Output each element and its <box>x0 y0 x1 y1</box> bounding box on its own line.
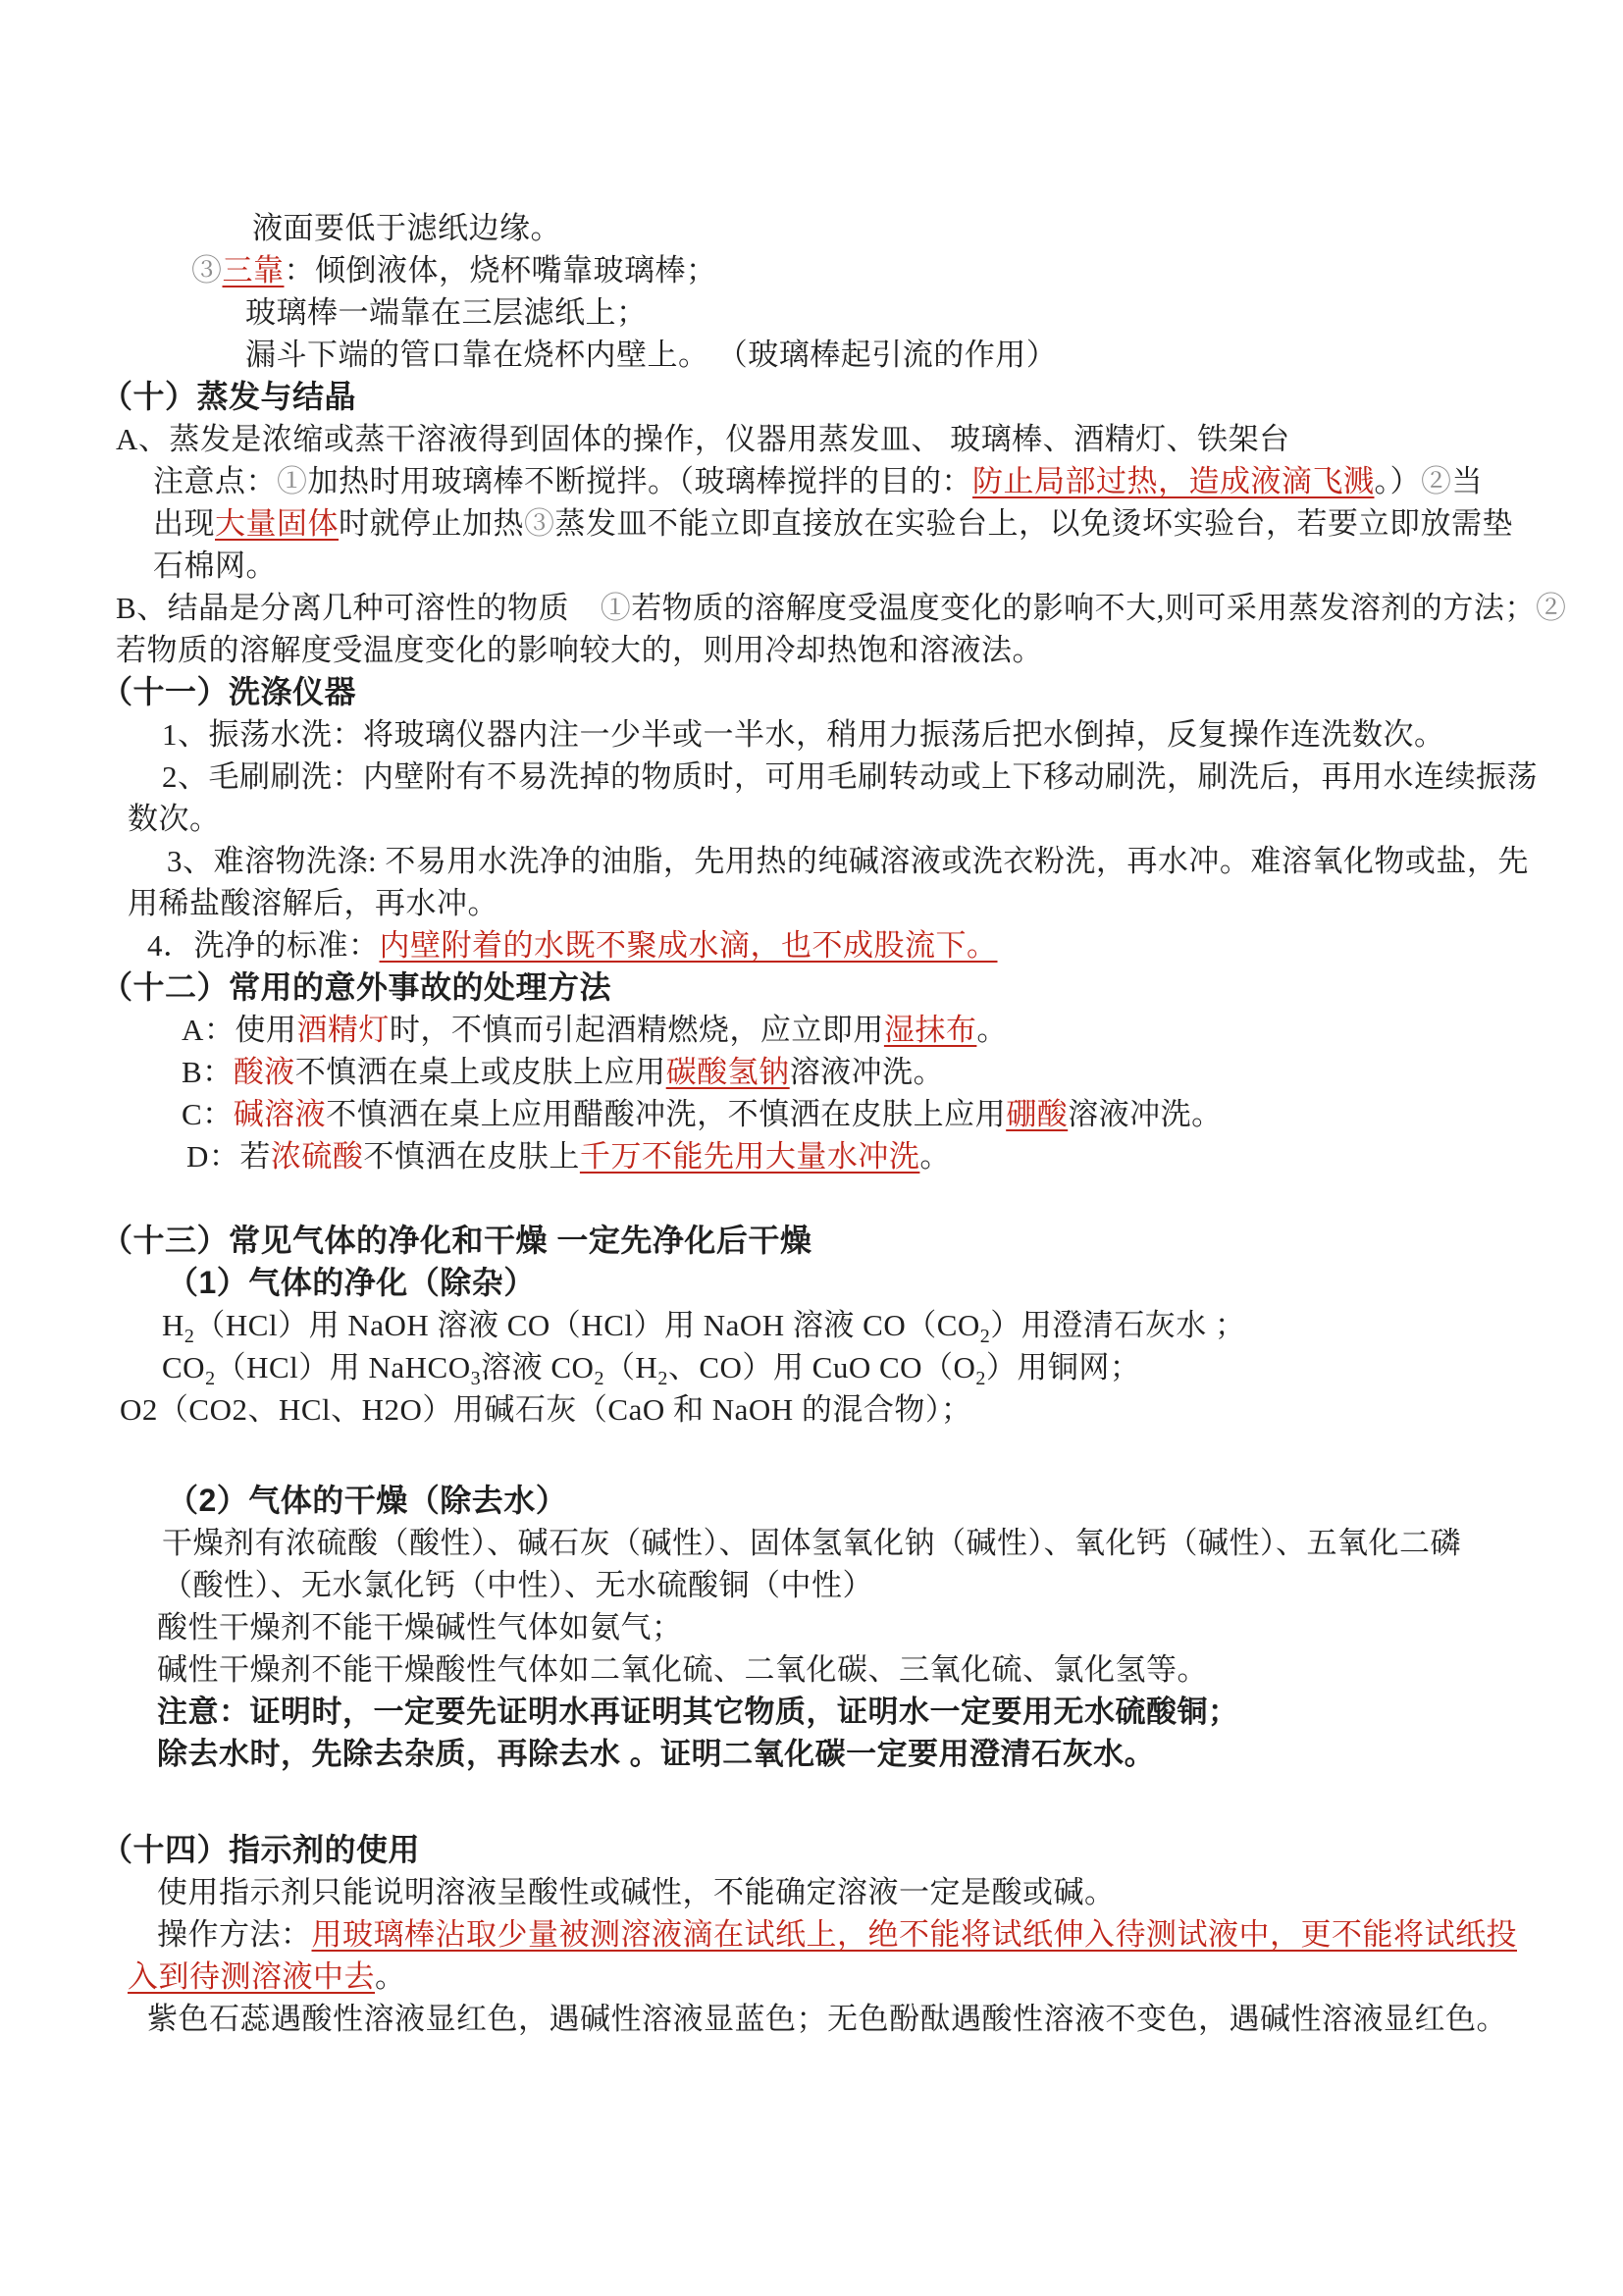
text-run: H <box>162 1308 184 1342</box>
text-run: 数次。 <box>128 802 221 836</box>
document-body <box>0 207 1623 2040</box>
text-run: （1）气体的净化（除杂） <box>167 1265 536 1300</box>
line-evaporation-notes-2 <box>0 502 1623 545</box>
line-accident-b <box>0 1051 1623 1093</box>
text-run: 不慎洒在皮肤上 <box>363 1139 580 1174</box>
text-run: 2、毛刷刷洗：内壁附有不易洗掉的物质时，可用毛刷转动或上下移动刷洗，刷洗后，再用水连续振荡 <box>162 759 1538 794</box>
line-indicator-colors <box>0 1998 1623 2040</box>
line-purify-o2 <box>0 1388 1623 1431</box>
line-evaporation-notes-3 <box>0 545 1623 587</box>
line-indicator-method-2 <box>0 1956 1623 1998</box>
text-run: 碱性干燥剂不能干燥酸性气体如二氧化硫、二氧化碳、三氧化硫、氯化氢等。 <box>157 1652 1208 1687</box>
spacer <box>0 1177 1623 1220</box>
text-run: 2 <box>657 1368 668 1390</box>
text-run: 当 <box>1451 464 1483 498</box>
text-run: 注意：证明时，一定要先证明水再证明其它物质，证明水一定要用无水硫酸铜； <box>157 1695 1239 1729</box>
text-run: 。 <box>919 1139 951 1174</box>
text-run: 使用指示剂只能说明溶液呈酸性或碱性，不能确定溶液一定是酸或碱。 <box>157 1875 1116 1909</box>
line-wash-brush-1 <box>0 756 1623 798</box>
text-run: 不慎洒在桌上或皮肤上应用 <box>294 1055 666 1089</box>
text-run: 酸性干燥剂不能干燥碱性气体如氨气； <box>157 1610 683 1644</box>
text-run: 时，不慎而引起酒精燃烧，应立即用 <box>389 1013 884 1047</box>
text-run: 石棉网。 <box>153 548 277 583</box>
heading-gas-purify <box>0 1262 1623 1304</box>
text-run: 硼酸 <box>1006 1097 1069 1131</box>
text-run: 酸液 <box>233 1055 295 1089</box>
text-run: D：若 <box>186 1139 271 1174</box>
text-run: 溶液冲洗。 <box>789 1055 945 1089</box>
line-drying-note-1 <box>0 1691 1623 1733</box>
text-run: 玻璃棒一端靠在三层滤纸上； <box>245 295 648 330</box>
line-purify-co2 <box>0 1346 1623 1388</box>
spacer <box>0 1455 1623 1480</box>
text-run: 干燥剂有浓硫酸（酸性）、碱石灰（碱性）、固体氢氧化钠（碱性）、氧化钙（碱性）、五氧化二磷 <box>162 1526 1461 1560</box>
text-run: 溶液冲洗。 <box>1068 1097 1223 1131</box>
text-run: 加热时用玻璃棒不断搅拌。（玻璃棒搅拌的目的： <box>307 464 972 498</box>
text-run: 3 <box>470 1368 482 1390</box>
text-run: 。 <box>375 1959 406 1994</box>
text-run: B、结晶是分离几种可溶性的物质 <box>116 591 601 625</box>
text-run: 2 <box>594 1368 604 1390</box>
line-wash-insoluble-2 <box>0 882 1623 924</box>
heading-section-13 <box>0 1220 1623 1262</box>
line-glass-rod-lean <box>0 291 1623 334</box>
line-wash-shake <box>0 713 1623 756</box>
text-run: 湿抹布 <box>883 1013 977 1047</box>
text-run: （十三）常见气体的净化和干燥 一定先净化后干燥 <box>101 1223 812 1258</box>
text-run: 2 <box>205 1368 216 1390</box>
heading-gas-dry <box>0 1480 1623 1522</box>
text-run: 。） <box>1374 464 1421 498</box>
line-accident-c <box>0 1093 1623 1135</box>
line-crystallization-1 <box>0 587 1623 629</box>
text-run: 溶液 CO <box>481 1350 595 1384</box>
text-run: （H <box>603 1350 658 1384</box>
text-run: O2（CO2、HCl、H2O）用碱石灰（CaO 和 NaOH 的混合物）； <box>120 1392 972 1427</box>
circled-number: ③ <box>524 506 555 541</box>
circled-number: ① <box>277 464 308 498</box>
text-run: 酒精灯 <box>296 1013 390 1047</box>
text-run: 4．洗净的标准： <box>147 928 380 963</box>
line-drying-agents-1 <box>0 1522 1623 1564</box>
text-run: 用稀盐酸溶解后，再水冲。 <box>128 886 498 920</box>
text-run: （HCl）用 NaHCO <box>215 1350 471 1384</box>
text-run: ）用澄清石灰水 ； <box>990 1308 1246 1342</box>
text-run: 液面要低于滤纸边缘。 <box>252 211 561 245</box>
line-three-leans <box>0 249 1623 291</box>
text-run: 、CO）用 CuO CO（O <box>667 1350 976 1384</box>
text-run: 碱溶液 <box>233 1097 327 1131</box>
line-indicator-limit <box>0 1871 1623 1913</box>
text-run: 用玻璃棒沾取少量被测溶液滴在试纸上，绝不能将试纸伸入待测试液中，更不能将试纸投 <box>311 1917 1517 1952</box>
line-indicator-method-1 <box>0 1913 1623 1956</box>
line-drying-rule-base <box>0 1648 1623 1691</box>
text-run: 注意点： <box>153 464 277 498</box>
line-purify-h2 <box>0 1304 1623 1346</box>
text-run: 碳酸氢钠 <box>665 1055 790 1089</box>
text-run: 1、振荡水洗：将玻璃仪器内注一少半或一半水，稍用力振荡后把水倒掉，反复操作连洗数次。 <box>162 717 1445 752</box>
line-wash-standard <box>0 924 1623 966</box>
heading-section-14 <box>0 1829 1623 1871</box>
text-run: 3、难溶物洗涤: 不易用水洗净的油脂，先用热的纯碱溶液或洗衣粉洗，再水冲。难溶氧化物或盐，先 <box>167 844 1529 878</box>
text-run: （十四）指示剂的使用 <box>101 1832 421 1867</box>
text-run: 2 <box>975 1368 986 1390</box>
text-run: 出现 <box>153 506 215 541</box>
text-run: （2）气体的干燥（除去水） <box>167 1483 568 1518</box>
circled-number: ② <box>1535 591 1567 625</box>
text-run: 三靠 <box>222 253 285 287</box>
text-run: 除去水时，先除去杂质，再除去水 。证明二氧化碳一定要用澄清石灰水。 <box>157 1737 1156 1771</box>
line-accident-a <box>0 1009 1623 1051</box>
text-run: 紫色石蕊遇酸性溶液显红色，遇碱性溶液显蓝色；无色酚酞遇酸性溶液不变色，遇碱性溶液显红色。 <box>147 2002 1507 2036</box>
line-liquid-level-note <box>0 207 1623 249</box>
text-run: （十一）洗涤仪器 <box>101 674 357 709</box>
line-drying-note-2 <box>0 1733 1623 1775</box>
text-run: 若物质的溶解度受温度变化的影响较大的，则用冷却热饱和溶液法。 <box>116 633 1043 667</box>
text-run: 若物质的溶解度受温度变化的影响不大,则可采用蒸发溶剂的方法； <box>631 591 1536 625</box>
line-accident-d <box>0 1135 1623 1177</box>
spacer <box>0 1431 1623 1455</box>
text-run: 千万不能先用大量水冲洗 <box>579 1139 920 1174</box>
circled-number: ③ <box>191 253 223 287</box>
heading-section-10 <box>0 376 1623 418</box>
text-run: （酸性）、无水氯化钙（中性）、无水硫酸铜（中性） <box>162 1568 873 1602</box>
line-evaporation-def <box>0 418 1623 460</box>
text-run: 防止局部过热，造成液滴飞溅 <box>972 464 1375 498</box>
line-funnel-lean <box>0 334 1623 376</box>
heading-section-12 <box>0 966 1623 1009</box>
line-evaporation-notes-1 <box>0 460 1623 502</box>
text-run: ：倾倒液体，烧杯嘴靠玻璃棒； <box>284 253 717 287</box>
heading-section-11 <box>0 671 1623 713</box>
text-run: 大量固体 <box>215 506 339 541</box>
text-run: 浓硫酸 <box>270 1139 364 1174</box>
text-run: （十二）常用的意外事故的处理方法 <box>101 969 612 1005</box>
text-run: 操作方法： <box>157 1917 312 1952</box>
line-crystallization-2 <box>0 629 1623 671</box>
text-run: （HCl）用 NaOH 溶液 CO（HCl）用 NaOH 溶液 CO（CO <box>194 1308 980 1342</box>
text-run: 蒸发皿不能立即直接放在实验台上，以免烫坏实验台，若要立即放需垫 <box>554 506 1513 541</box>
text-run: A、蒸发是浓缩或蒸干溶液得到固体的操作，仪器用蒸发皿、 玻璃棒、酒精灯、铁架台 <box>116 422 1290 456</box>
line-drying-rule-acid <box>0 1606 1623 1648</box>
text-run: 内壁附着的水既不聚成水滴，也不成股流下。 <box>379 928 998 963</box>
text-run: 时就停止加热 <box>339 506 524 541</box>
text-run: A：使用 <box>182 1013 297 1047</box>
text-run: 入到待测溶液中去 <box>128 1959 375 1994</box>
text-run: 2 <box>183 1326 195 1348</box>
line-wash-brush-2 <box>0 798 1623 840</box>
text-run: B： <box>182 1055 234 1089</box>
text-run: CO <box>162 1350 206 1384</box>
text-run: 不慎洒在桌上应用醋酸冲洗，不慎洒在皮肤上应用 <box>326 1097 1007 1131</box>
text-run: 2 <box>979 1326 991 1348</box>
text-run: （十）蒸发与结晶 <box>101 379 357 414</box>
text-run: ）用铜网； <box>985 1350 1141 1384</box>
line-wash-insoluble-1 <box>0 840 1623 882</box>
line-drying-agents-2 <box>0 1564 1623 1606</box>
text-run: 。 <box>976 1013 1008 1047</box>
circled-number: ② <box>1421 464 1452 498</box>
text-run: C： <box>182 1097 234 1131</box>
circled-number: ① <box>600 591 632 625</box>
text-run: 漏斗下端的管口靠在烧杯内壁上。 （玻璃棒起引流的作用） <box>245 338 1058 372</box>
spacer <box>0 1775 1623 1829</box>
